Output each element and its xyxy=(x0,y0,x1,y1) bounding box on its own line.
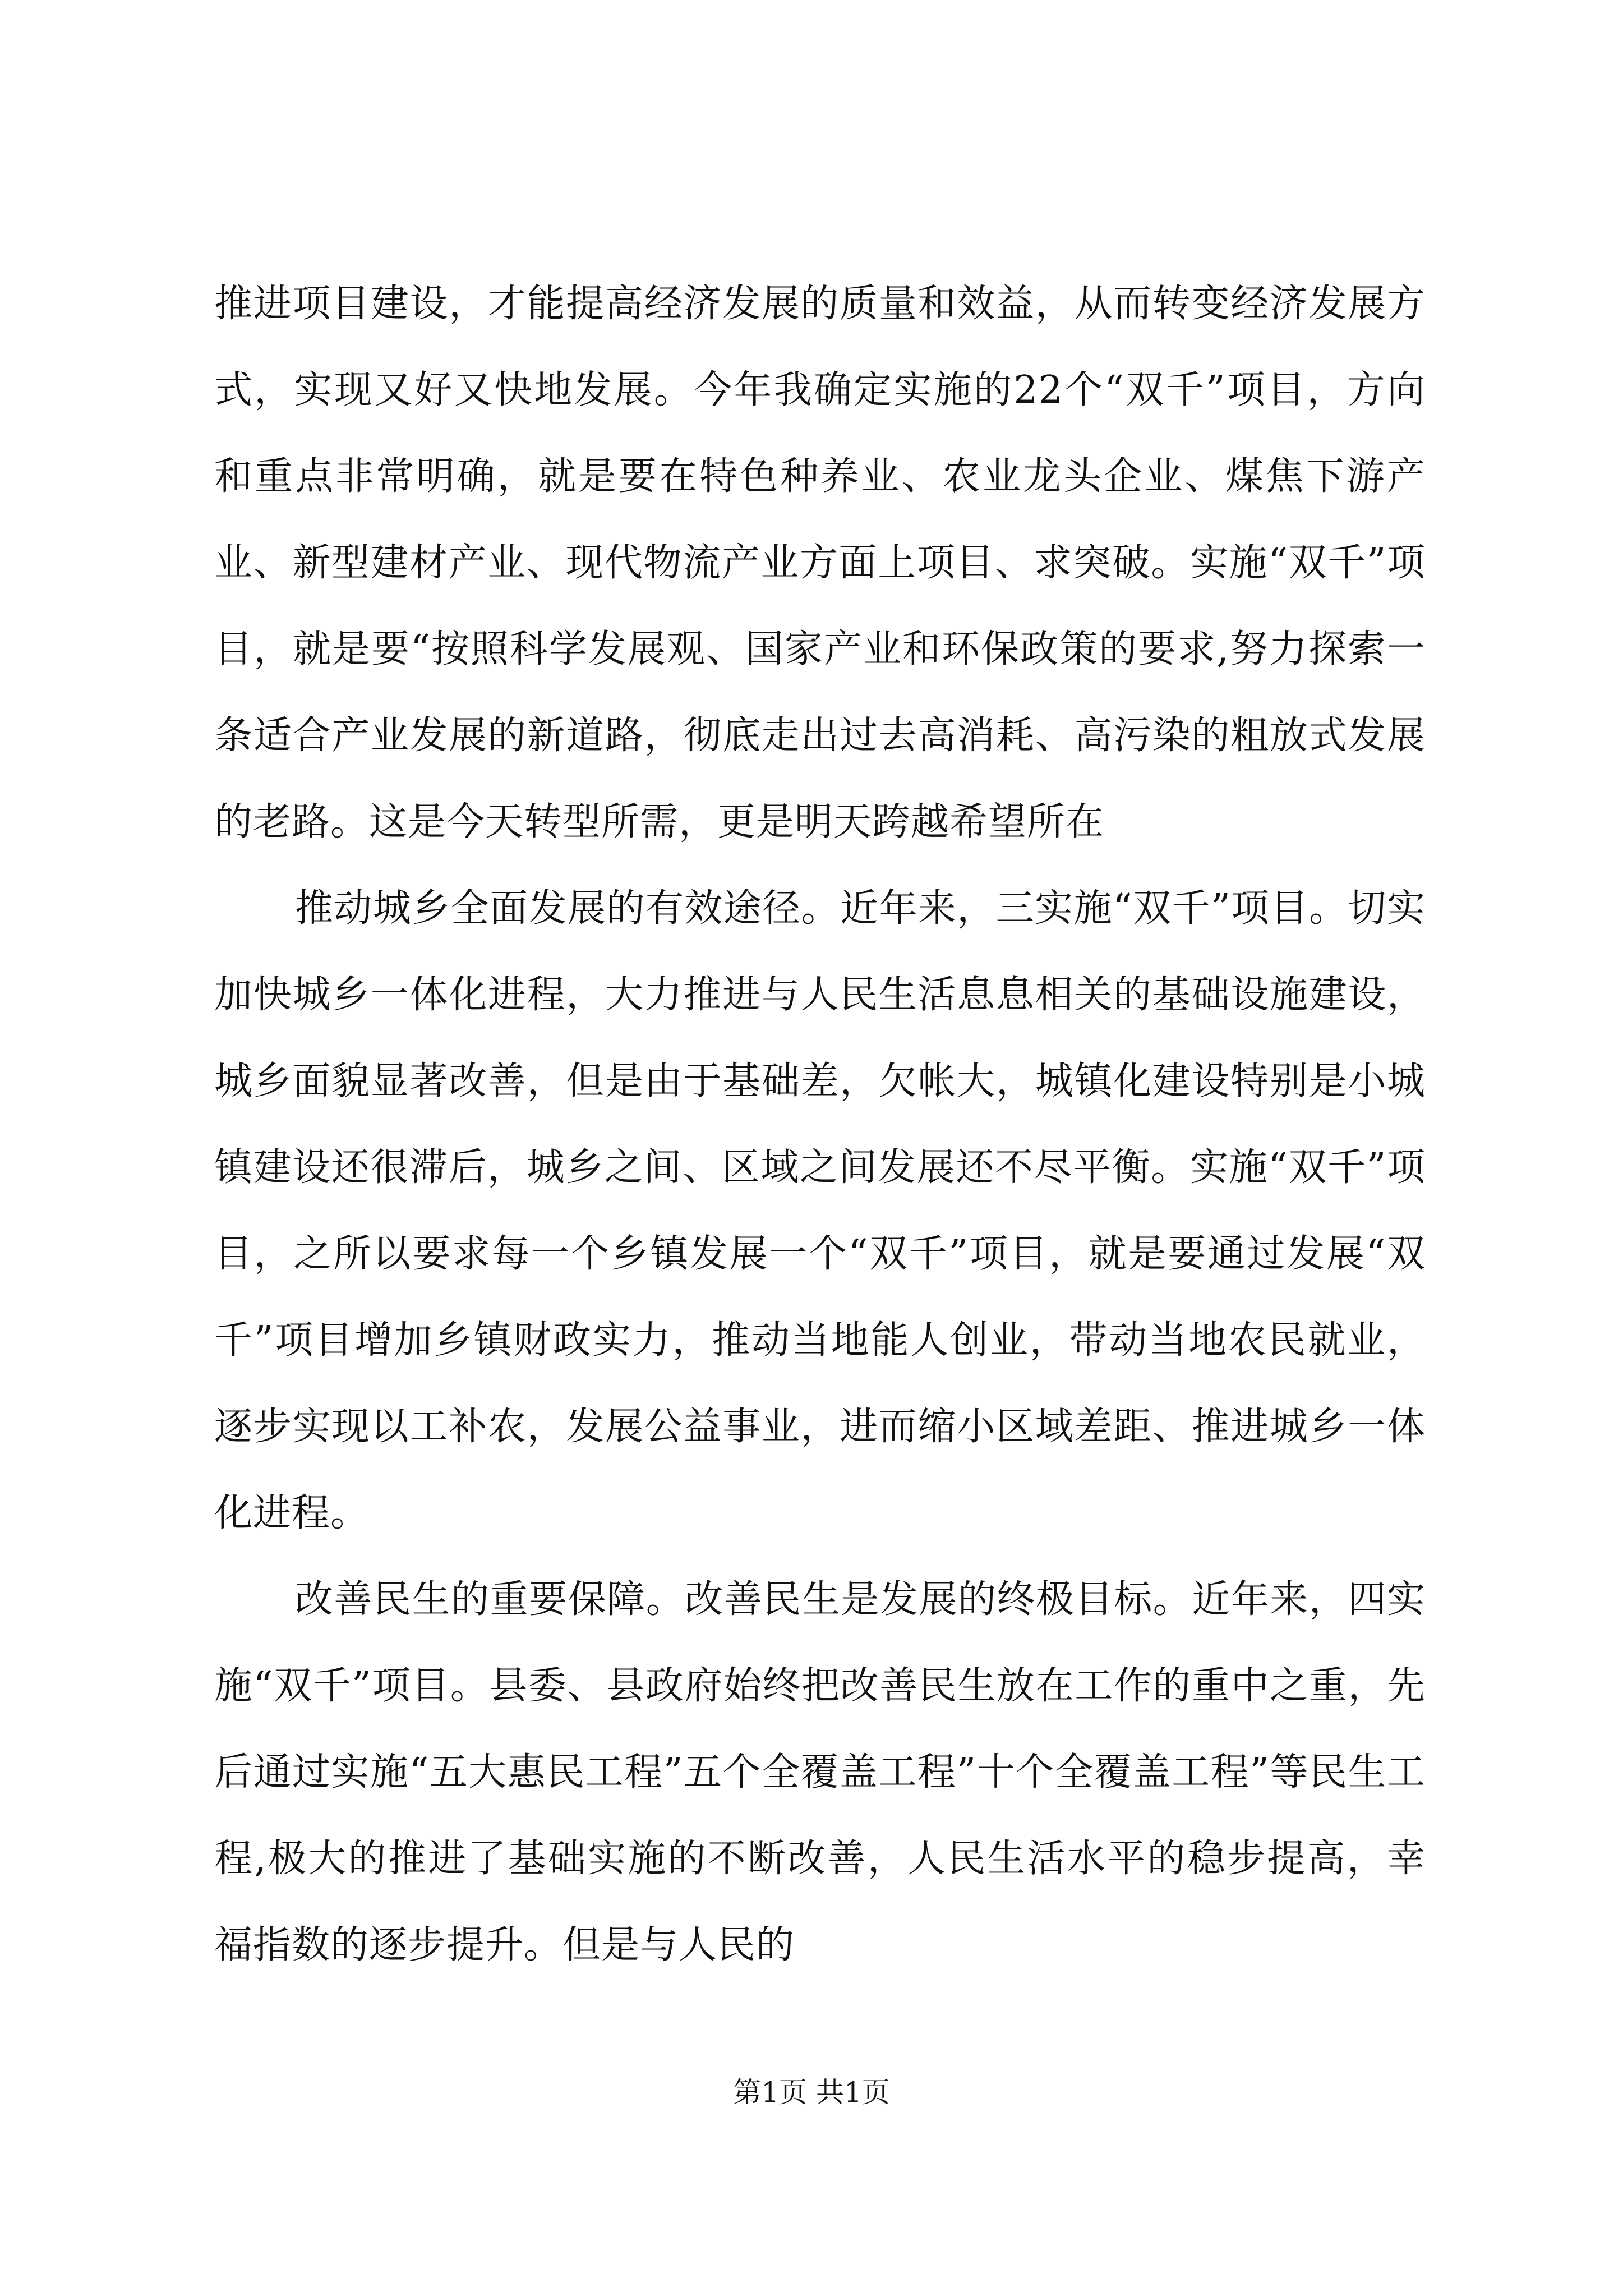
paragraph-3: 改善民生的重要保障。改善民生是发展的终极目标。近年来，四实施“双千”项目。县委、县政府始终把改善民生放在工作的重中之重，先后通过实施“五大惠民工程”五个全覆盖工程”十个全覆盖工程”等民生工程,极大的推进了基础实施的不断改善，人民生活水平的稳步提高，幸福指数的逐步提升。但是与人民的 xyxy=(214,1577,1426,1967)
paragraph-1: 推进项目建设，才能提高经济发展的质量和效益，从而转变经济发展方式，实现又好又快地发展。今年我确定实施的22个“双千”项目，方向和重点非常明确，就是要在特色种养业、农业龙头企业、煤焦下游产业、新型建材产业、现代物流产业方面上项目、求突破。实施“双千”项目，就是要“按照科学发展观、国家产业和环保政策的要求,努力探索一条适合产业发展的新道路，彻底走出过去高消耗、高污染的粗放式发展的老路。这是今天转型所需，更是明天跨越希望所在 xyxy=(214,282,1426,844)
page-number: 第1页 共1页 xyxy=(733,2076,890,2109)
page-footer xyxy=(0,2073,1623,2112)
paragraph-2: 推动城乡全面发展的有效途径。近年来，三实施“双千”项目。切实加快城乡一体化进程，大力推进与人民生活息息相关的基础设施建设，城乡面貌显著改善，但是由于基础差，欠帐大，城镇化建设特别是小城镇建设还很滞后，城乡之间、区域之间发展还不尽平衡。实施“双千”项目，之所以要求每一个乡镇发展一个“双千”项目，就是要通过发展“双千”项目增加乡镇财政实力，推动当地能人创业，带动当地农民就业，逐步实现以工补农，发展公益事业，进而缩小区域差距、推进城乡一体化进程。 xyxy=(214,886,1426,1535)
body-text xyxy=(214,261,1426,1989)
